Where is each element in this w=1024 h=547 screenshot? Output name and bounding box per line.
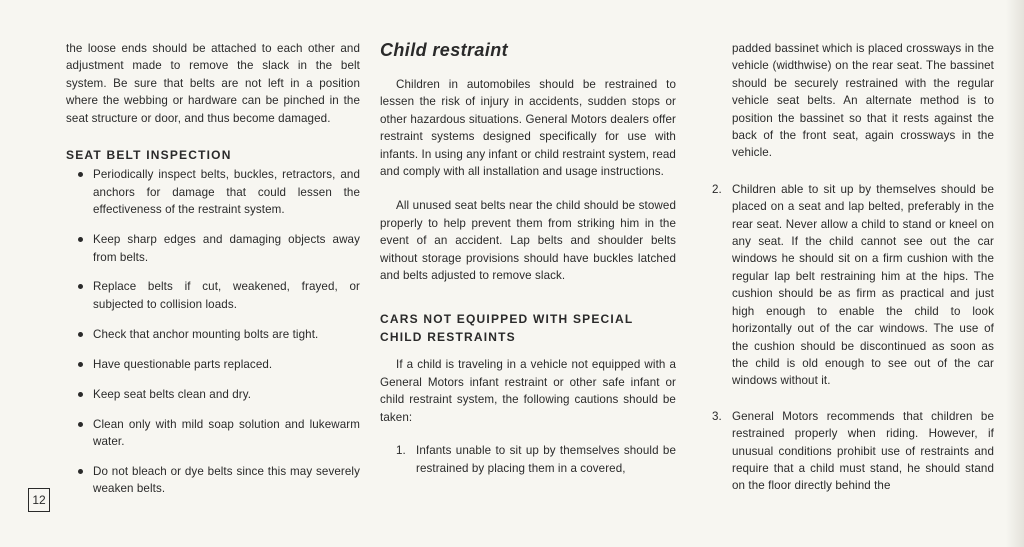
column-middle <box>380 38 676 477</box>
inspection-list <box>66 166 360 497</box>
list-item: 3. General Motors recommends that children be restrained properly when riding. However, if unusual conditions prohibit use of restraints and require that a child must stand, he should stand on the floor directly behind the <box>712 409 994 493</box>
child-restraint-paragraph: Children in automobiles should be restrained to lessen the risk of injury in accidents, sudden stops or other hazardous situations. General Motors dealers offer restraint systems designed specifically for use with infants. In using any infant or child restraint system, read and comply with all installation and usage instructions. <box>380 78 676 179</box>
intro-paragraph: the loose ends should be attached to each other and adjustment made to remove the slack in the belt system. Be sure that belts are not left in a position where the webbing or hardware can be pinched in the seat structure or door, and thus become damaged. <box>66 42 360 125</box>
bullet-icon <box>78 332 83 337</box>
bullet-icon <box>78 172 83 177</box>
cautions-paragraph: If a child is traveling in a vehicle not equipped with a General Motors infant restraint or other safe infant or child restraint system, the following cautions should be taken: <box>380 358 676 424</box>
seat-belt-inspection-heading: SEAT BELT INSPECTION <box>66 148 232 163</box>
list-item: Replace belts if cut, weakened, frayed, or subjected to collision loads. <box>66 278 360 313</box>
column-right <box>712 40 994 495</box>
list-item: Keep seat belts clean and dry. <box>66 386 360 403</box>
page-edge-shadow <box>1006 0 1024 547</box>
bullet-icon <box>78 469 83 474</box>
cautions-list-continued <box>712 181 994 495</box>
list-item: Clean only with mild soap solution and lukewarm water. <box>66 416 360 451</box>
column-left <box>66 40 360 510</box>
unused-belts-paragraph: All unused seat belts near the child should be stowed properly to help prevent them from striking him in the event of an accident. Lap belts and shoulder belts without storage provisions should have buckles latched and belts adjusted to remove slack. <box>380 199 676 283</box>
list-item: Periodically inspect belts, buckles, retractors, and anchors for damage that could lessen the effectiveness of the restraint system. <box>66 166 360 218</box>
list-item: 1. Infants unable to sit up by themselves should be restrained by placing them in a covered, <box>396 444 676 475</box>
list-item: 2. Children able to sit up by themselves should be placed on a seat and lap belted, preferably in the rear seat. Never allow a child to stand or kneel on any seat. If the child cannot see out the car windows he should sit on a firm cushion with the regular lap belt restraining him at the hips. The cushion should be as firm as practical and just high enough to enable the child to look horizontally out of the car windows. The use of the cushion should be discontinued as soon as the child is old enough to see out of the car windows without it. <box>712 182 994 388</box>
child-restraint-title: Child restraint <box>380 40 509 60</box>
bullet-icon <box>78 237 83 242</box>
cars-not-equipped-heading: CARS NOT EQUIPPED WITH SPECIAL CHILD RESTRAINTS <box>380 312 634 345</box>
list-item: Do not bleach or dye belts since this may severely weaken belts. <box>66 463 360 498</box>
list-item: Check that anchor mounting bolts are tight. <box>66 326 360 343</box>
list-item: Have questionable parts replaced. <box>66 356 360 373</box>
bullet-icon <box>78 284 83 289</box>
item1-continuation: padded bassinet which is placed crossways in the vehicle (widthwise) on the rear seat. The bassinet should be securely restrained with the regular vehicle seat belts. An alternate method is to position the bassinet so that it rests against the back of the front seat, again crossways in the vehicle. <box>732 42 994 160</box>
bullet-icon <box>78 422 83 427</box>
bullet-icon <box>78 362 83 367</box>
page-number: 12 <box>28 488 50 512</box>
list-item: Keep sharp edges and damaging objects away from belts. <box>66 231 360 266</box>
bullet-icon <box>78 392 83 397</box>
cautions-list <box>380 442 676 477</box>
